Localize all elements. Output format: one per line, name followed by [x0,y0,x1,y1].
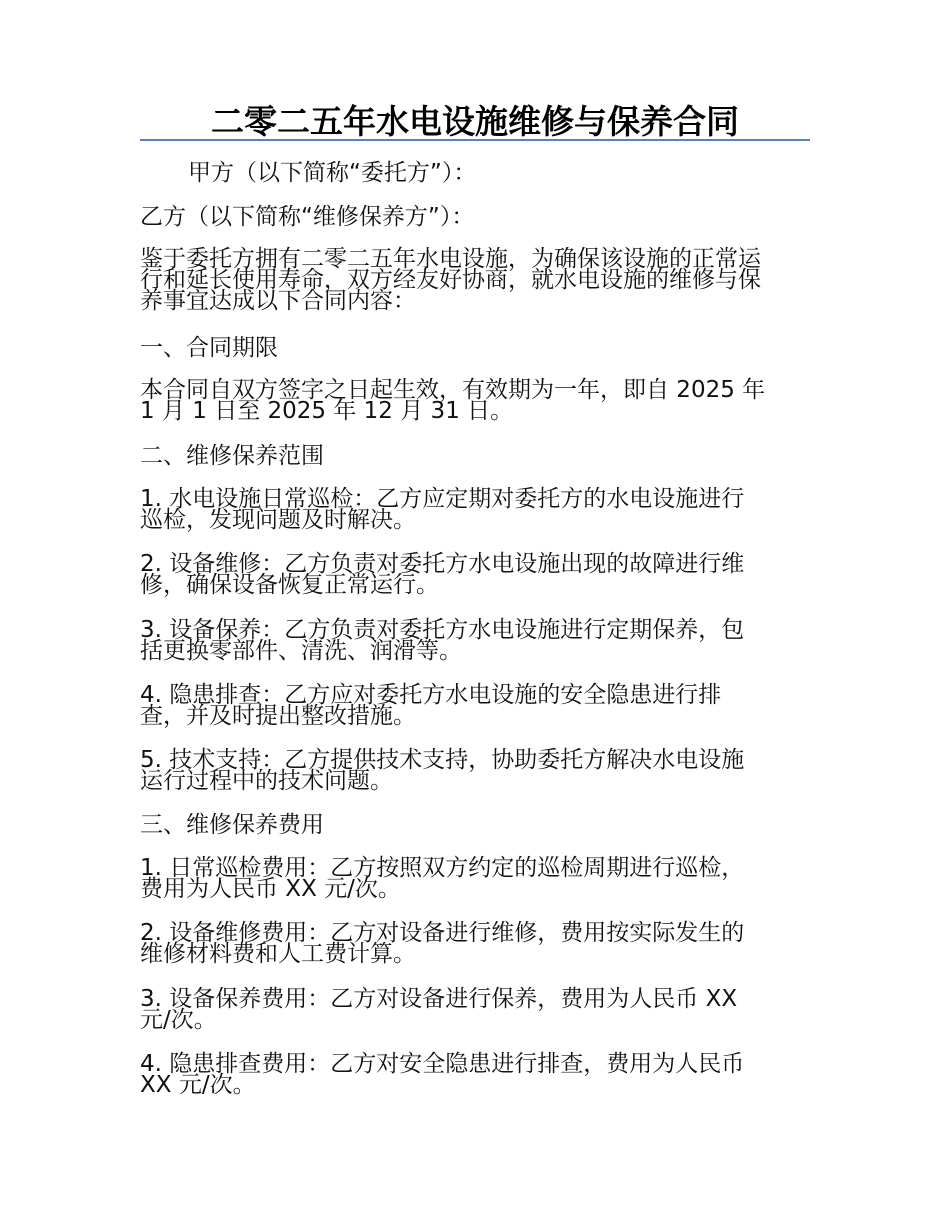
document-title: 二零二五年水电设施维修与保养合同 [211,102,739,141]
item-line: 费用为人民币 XX 元/次。 [140,876,401,902]
intro-line: 鉴于委托方拥有二零二五年水电设施，为确保该设施的正常运 [140,246,761,272]
section-2-heading: 二、维修保养范围 [140,443,324,469]
section-2-item [140,617,810,664]
intro-line: 行和延长使用寿命，双方经友好协商，就水电设施的维修与保 [140,267,761,293]
item-line: 1. 日常巡检费用：乙方按照双方约定的巡检周期进行巡检， [140,855,745,881]
party-b-line: 乙方（以下简称“维修保养方”）： [140,204,475,230]
intro-line: 养事宜达成以下合同内容： [140,288,416,314]
item-line: 修，确保设备恢复正常运行。 [140,572,439,598]
item-line: XX 元/次。 [140,1072,256,1098]
item-line: 运行过程中的技术问题。 [140,768,393,794]
title-underline [140,139,810,141]
item-line: 3. 设备保养：乙方负责对委托方水电设施进行定期保养，包 [140,617,745,643]
section-2-item [140,486,810,533]
item-line: 巡检，发现问题及时解决。 [140,507,416,533]
item-line: 维修材料费和人工费计算。 [140,941,416,967]
item-line: 2. 设备维修费用：乙方对设备进行维修，费用按实际发生的 [140,920,745,946]
body-line: 本合同自双方签字之日起生效，有效期为一年，即自 2025 年 [140,377,766,403]
section-3-heading: 三、维修保养费用 [140,812,324,838]
item-line: 5. 技术支持：乙方提供技术支持，协助委托方解决水电设施 [140,747,745,773]
section-2-item [140,682,810,729]
item-line: 查，并及时提出整改措施。 [140,703,416,729]
party-a-line: 甲方（以下简称“委托方”）： [188,160,477,186]
section-3-item [140,855,810,902]
section-3-item [140,1051,810,1098]
section-1-body [140,377,810,424]
item-line: 1. 水电设施日常巡检：乙方应定期对委托方的水电设施进行 [140,486,745,512]
item-line: 2. 设备维修：乙方负责对委托方水电设施出现的故障进行维 [140,551,745,577]
intro-paragraph [140,246,810,314]
item-line: 4. 隐患排查：乙方应对委托方水电设施的安全隐患进行排 [140,682,722,708]
body-line: 1 月 1 日至 2025 年 12 月 31 日。 [140,398,514,424]
section-2-item [140,551,810,598]
section-3-item [140,920,810,967]
item-line: 括更换零部件、清洗、润滑等。 [140,638,462,664]
section-2-item [140,747,810,794]
item-line: 3. 设备保养费用：乙方对设备进行保养，费用为人民币 XX [140,986,738,1012]
item-line: 4. 隐患排查费用：乙方对安全隐患进行排查，费用为人民币 [140,1051,745,1077]
section-3-item [140,986,810,1033]
item-line: 元/次。 [140,1007,217,1033]
section-1-heading: 一、合同期限 [140,335,278,361]
